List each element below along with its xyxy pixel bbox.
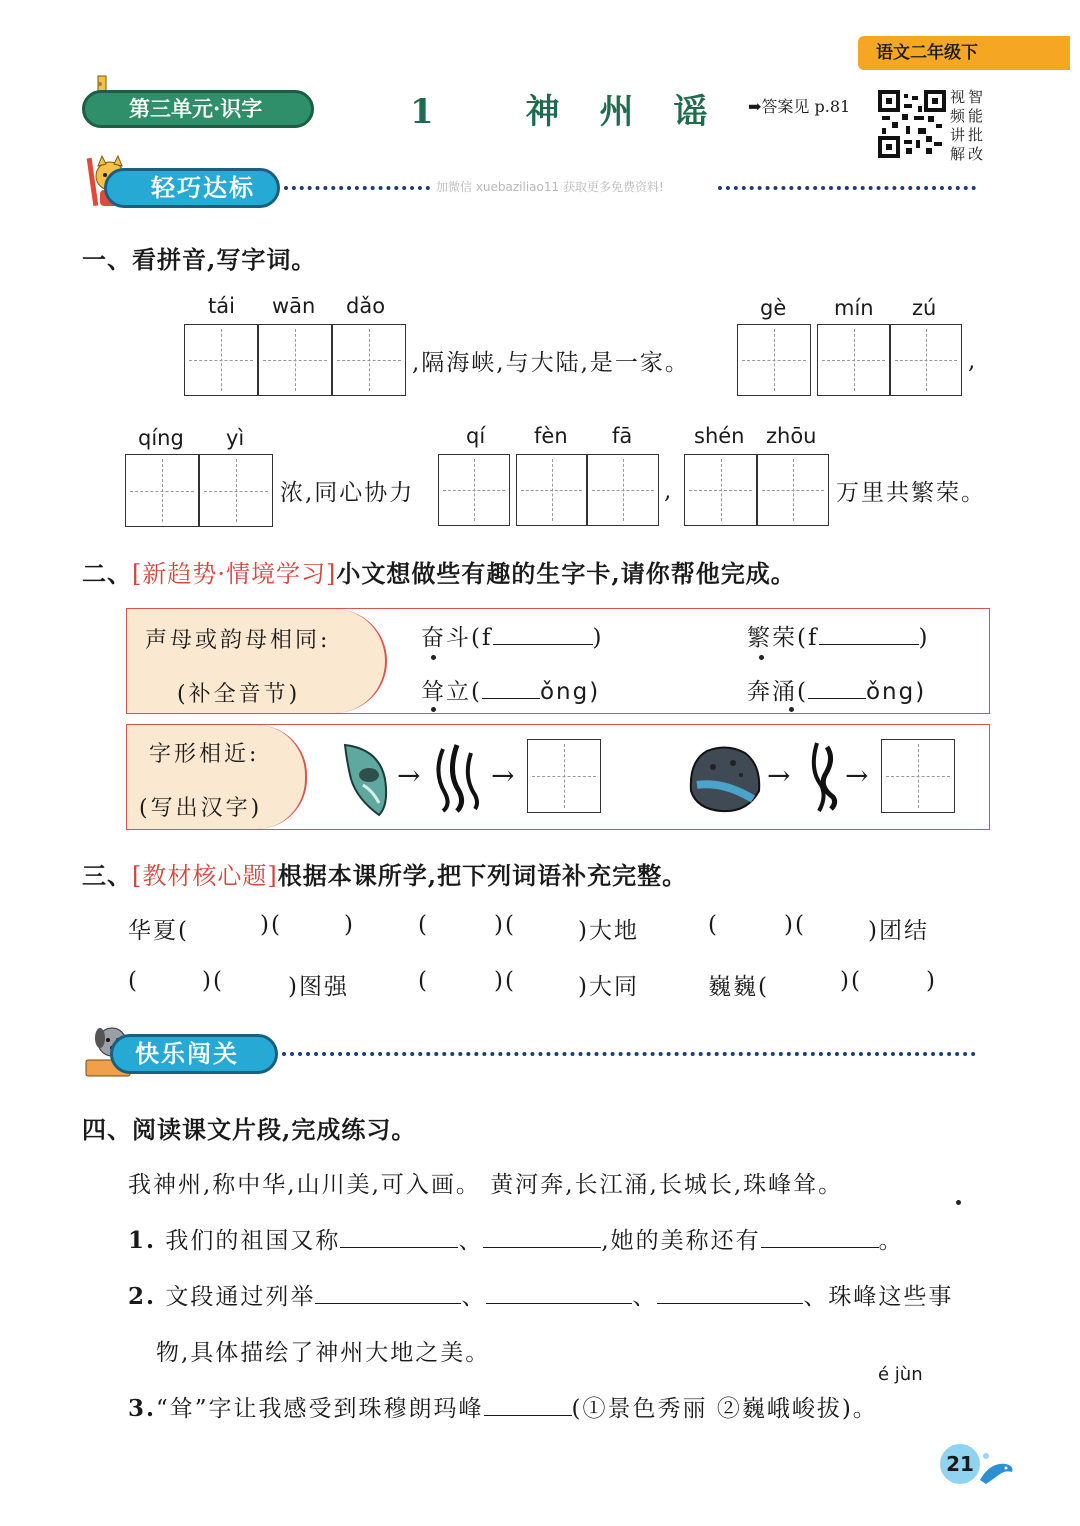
syllable-item: 奋斗(f ) [421,619,603,652]
dotted-divider [282,1052,976,1056]
pinyin: qíng [138,426,184,450]
lesson-title: 1 神州谣 [410,92,748,132]
idiom-fill[interactable]: ( [418,912,429,938]
writing-box[interactable] [587,454,659,526]
pinyin: wān [272,294,316,318]
answer-blank[interactable] [483,1224,601,1248]
question-2-heading: 二、[新趋势·情境学习]小文想做些有趣的生字卡,请你帮他完成。 [82,559,796,588]
unit-badge: 第三单元·识字 [82,90,314,128]
syllable-blank[interactable] [819,621,919,645]
idiom-fill[interactable]: )( [840,968,862,994]
emphasis-dot [431,707,436,712]
sentence-text: 浓,同心协力 [280,480,415,506]
syllable-item: 奔涌( ǒng) [747,673,926,706]
writing-box[interactable] [527,739,601,813]
answer-blank[interactable] [484,1392,572,1416]
dotted-divider [284,186,430,190]
subquestion-1: 1. 我们的祖国又称 、 ,她的美称还有 。 [128,1222,904,1255]
emphasis-dot [956,1200,961,1205]
question-tag: [新趋势·情境学习] [132,560,337,588]
idiom-fill: ) [344,912,355,938]
idiom-fill[interactable]: )( [494,912,516,938]
section-banner-basic: 轻巧达标 [104,168,280,208]
pinyin: zhōu [766,424,817,448]
idiom-fill[interactable]: ( [708,912,719,938]
pinyin: tái [208,294,235,318]
idiom-fill[interactable]: ( [418,968,429,994]
punctuation: , [968,348,978,374]
syllable-item: 繁荣(f ) [747,619,929,652]
pinyin-card [126,608,990,714]
answer-blank[interactable] [761,1224,879,1248]
writing-box[interactable] [125,454,199,527]
answer-reference[interactable]: ➡答案见 p.81 [748,97,851,116]
writing-box[interactable] [438,454,510,526]
subquestion-2-continued: 物,具体描绘了神州大地之美。 [156,1340,491,1366]
qr-code-icon[interactable] [878,90,946,158]
pinyin: zú [912,296,937,320]
card-label: 声母或韵母相同: [145,628,331,653]
syllable-blank[interactable] [482,675,540,699]
writing-box[interactable] [817,324,890,396]
writing-box[interactable] [757,454,829,526]
card-sublabel: (补全音节) [177,682,301,707]
writing-box[interactable] [199,454,273,527]
punctuation: , [664,478,674,504]
arrow-icon: → [767,759,793,792]
writing-box[interactable] [332,324,406,396]
arrow-icon: → [845,759,871,792]
syllable-blank[interactable] [493,621,593,645]
card-sublabel: (写出汉字) [139,796,263,821]
pinyin: shén [694,424,745,448]
glyph-card [126,724,990,830]
writing-box[interactable] [881,739,955,813]
emphasis-dot [759,655,764,660]
question-3-heading: 三、[教材核心题]根据本课所学,把下列词语补充完整。 [82,861,688,890]
writing-box[interactable] [684,454,757,526]
card-label: 字形相近: [149,742,260,767]
writing-box[interactable] [737,324,811,396]
river-land-picture-icon [339,739,395,819]
writing-box[interactable] [890,324,962,396]
emphasis-dot [431,655,436,660]
pinyin: mín [834,296,874,320]
pinyin-annotation: é jùn [878,1364,923,1385]
subquestion-2: 2. 文段通过列举 、 、 、珠峰这些事 [128,1278,953,1311]
writing-box[interactable] [516,454,587,526]
dolphin-icon [976,1450,1016,1490]
writing-box[interactable] [258,324,332,396]
sentence-text: 万里共繁荣。 [836,480,986,506]
pinyin: yì [226,426,245,450]
idiom-fill[interactable]: ( [128,968,139,994]
ancient-water-glyph-icon [433,743,483,813]
syllable-blank[interactable] [808,675,866,699]
idiom-fill: )图强 [288,974,349,1000]
pinyin: fèn [534,424,568,448]
question-4-heading: 四、阅读课文片段,完成练习。 [82,1115,417,1144]
answer-blank[interactable] [486,1280,632,1304]
pinyin: fā [612,424,633,448]
answer-blank[interactable] [340,1224,458,1248]
smart-grading-label: 智 能 批 改 [968,88,984,163]
dotted-divider [718,186,976,190]
idiom-fill[interactable]: )( [784,912,806,938]
sentence-text: ,隔海峡,与大陆,是一家。 [412,350,690,376]
answer-blank[interactable] [315,1280,461,1304]
idiom-fill: )大地 [578,918,639,944]
idiom-fill[interactable]: 巍巍( [708,974,769,1000]
subquestion-3: 3.“耸”字让我感受到珠穆朗玛峰 (①景色秀丽 ②巍峨峻拔)。 [128,1390,878,1423]
pinyin: gè [760,296,787,320]
video-explain-label: 视 频 讲 解 [950,88,966,163]
ancient-mountain-glyph-icon [805,739,845,815]
qr-caption [950,88,992,164]
writing-box[interactable] [184,324,258,396]
question-tag: [教材核心题] [132,862,278,890]
pinyin: qí [466,424,486,448]
idiom-fill[interactable]: )( [494,968,516,994]
idiom-fill: )团结 [868,918,929,944]
section-banner-challenge: 快乐闯关 [110,1034,278,1074]
arrow-icon: → [491,759,517,792]
watermark-text: 加微信 xuebaziliao11 获取更多免费资料! [436,180,664,194]
idiom-fill[interactable]: )( [260,912,282,938]
idiom-fill[interactable]: 华夏( [128,918,189,944]
question-1-heading: 一、看拼音,写字词。 [82,245,317,274]
answer-blank[interactable] [657,1280,803,1304]
syllable-item: 耸立( ǒng) [421,673,600,706]
reading-passage: 我神州,称中华,山川美,可入画。 黄河奔,长江涌,长城长,珠峰耸。 [128,1172,844,1198]
pinyin: dǎo [346,294,386,318]
idiom-fill: ) [926,968,937,994]
mountain-rock-picture-icon [687,741,763,817]
page-number: 21 [940,1444,980,1484]
emphasis-dot [789,707,794,712]
idiom-fill[interactable]: )( [202,968,224,994]
idiom-fill: )大同 [578,974,639,1000]
arrow-icon: → [397,759,423,792]
grade-tag: 语文二年级下 [858,36,1070,70]
